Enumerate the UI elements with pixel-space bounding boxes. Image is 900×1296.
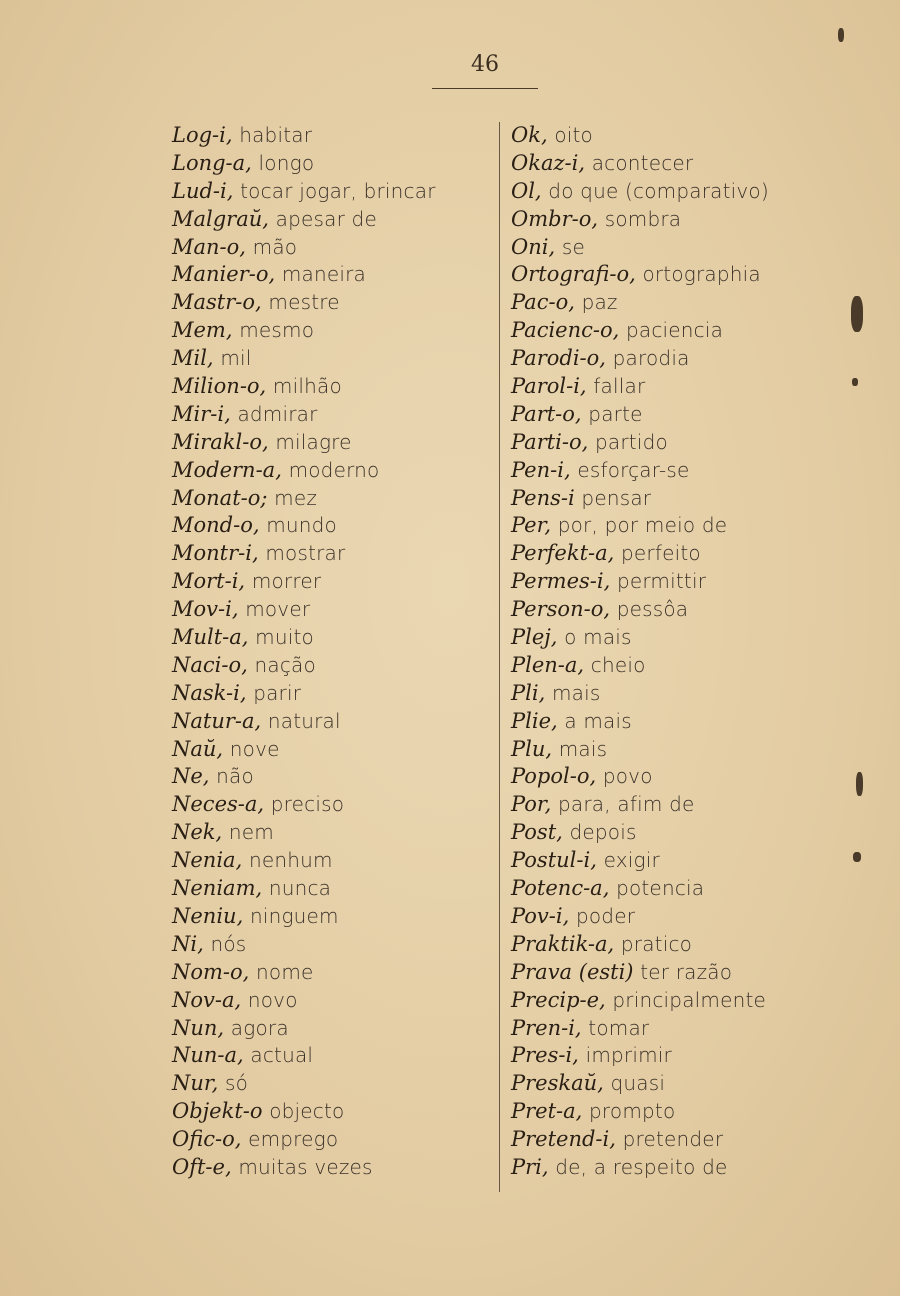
- entry-term: Log-i,: [172, 123, 233, 147]
- ink-speck: [851, 296, 863, 332]
- dictionary-entry: [172, 736, 436, 764]
- dictionary-entry: [172, 624, 436, 652]
- dictionary-entry: [511, 847, 769, 875]
- entry-meaning: prompto: [589, 1099, 676, 1124]
- dictionary-entry: [172, 289, 436, 317]
- entry-term: Pli,: [511, 680, 546, 705]
- entry-meaning: maneira: [281, 262, 366, 287]
- entry-meaning: fallar: [593, 374, 646, 399]
- entry-term: Monat-o;: [172, 485, 268, 510]
- entry-term: Okaz-i,: [511, 150, 586, 175]
- dictionary-entry: [511, 1070, 769, 1098]
- entry-meaning: povo: [602, 764, 653, 789]
- entry-meaning: paz: [581, 290, 618, 315]
- entry-term: Parol-i,: [511, 374, 587, 399]
- ink-speck: [838, 28, 844, 42]
- entry-term: Ombr-o,: [511, 206, 599, 231]
- dictionary-entry: [172, 708, 436, 736]
- dictionary-entry: [172, 540, 436, 568]
- dictionary-entry: [511, 1015, 769, 1043]
- entry-meaning: principalmente: [612, 987, 767, 1012]
- dictionary-entry: [172, 931, 436, 959]
- dictionary-entry: [172, 206, 436, 234]
- dictionary-entry: [511, 931, 769, 959]
- entry-term: Objekt-o: [172, 1099, 263, 1124]
- entry-term: Person-o,: [511, 597, 611, 622]
- dictionary-entry: [172, 457, 436, 485]
- dictionary-entry: [511, 234, 769, 262]
- dictionary-entry: [511, 1042, 769, 1070]
- dictionary-entry: [511, 736, 769, 764]
- entry-meaning: acontecer: [591, 150, 694, 175]
- entry-term: Pac-o,: [511, 290, 575, 315]
- dictionary-entry: [172, 680, 436, 708]
- entry-meaning: pratico: [620, 931, 693, 956]
- dictionary-entry: [172, 373, 436, 401]
- column-divider: [499, 122, 500, 1192]
- entry-meaning: actual: [250, 1043, 314, 1068]
- entry-term: Parodi-o,: [511, 346, 606, 371]
- dictionary-entry: [511, 959, 769, 987]
- entry-meaning: mesmo: [239, 318, 315, 343]
- entry-term: Pretend-i,: [511, 1127, 616, 1152]
- entry-term: Long-a,: [172, 150, 252, 175]
- entry-meaning: nós: [210, 931, 247, 956]
- entry-meaning: mil: [220, 346, 252, 371]
- entry-term: Nask-i,: [172, 680, 247, 705]
- entry-meaning: paciencia: [626, 318, 724, 343]
- entry-meaning: mão: [252, 234, 298, 259]
- dictionary-entry: [172, 1015, 436, 1043]
- entry-term: Ne,: [172, 764, 210, 789]
- entry-meaning: poder: [575, 903, 636, 928]
- dictionary-entry: [172, 122, 436, 150]
- dictionary-entry: [172, 875, 436, 903]
- entry-term: Oft-e,: [172, 1154, 232, 1179]
- entry-meaning: pensar: [581, 485, 652, 510]
- entry-term: Plie,: [511, 708, 558, 733]
- entry-meaning: não: [216, 764, 254, 789]
- entry-meaning: parodia: [612, 346, 690, 371]
- dictionary-entry: [511, 178, 769, 206]
- entry-term: Mort-i,: [172, 569, 246, 594]
- dictionary-entry: [511, 680, 769, 708]
- dictionary-entry: [511, 317, 769, 345]
- entry-meaning: agora: [230, 1015, 289, 1040]
- entry-meaning: para, afim de: [558, 792, 695, 817]
- dictionary-entry: [172, 485, 436, 513]
- entry-term: Nek,: [172, 820, 223, 845]
- entry-term: Mil,: [172, 346, 214, 371]
- dictionary-entry: [172, 401, 436, 429]
- dictionary-entry: [511, 373, 769, 401]
- entry-meaning: parte: [588, 401, 643, 426]
- entry-term: Part-o,: [511, 401, 582, 426]
- dictionary-entry: [511, 485, 769, 513]
- dictionary-entry: [511, 1126, 769, 1154]
- dictionary-entry: [172, 819, 436, 847]
- entry-term: Precip-e,: [511, 987, 606, 1012]
- entry-meaning: nove: [229, 736, 280, 761]
- entry-term: Popol-o,: [511, 764, 597, 789]
- entry-meaning: partido: [595, 429, 668, 454]
- entry-term: Nenia,: [172, 848, 243, 873]
- entry-meaning: só: [225, 1071, 249, 1096]
- page-number-rule: [432, 88, 538, 89]
- dictionary-entry: [172, 261, 436, 289]
- entry-meaning: mostrar: [265, 541, 346, 566]
- entry-term: Plu,: [511, 736, 553, 761]
- entry-term: Postul-i,: [511, 848, 597, 873]
- dictionary-entry: [172, 429, 436, 457]
- entry-term: Mov-i,: [172, 597, 239, 622]
- entry-term: Prava (esti): [511, 959, 634, 984]
- entry-meaning: oito: [554, 123, 593, 147]
- dictionary-entry: [511, 568, 769, 596]
- entry-meaning: de, a respeito de: [555, 1154, 728, 1179]
- entry-meaning: potencia: [616, 876, 705, 901]
- ink-speck: [853, 852, 861, 862]
- entry-term: Mem,: [172, 318, 233, 343]
- entry-term: Permes-i,: [511, 569, 611, 594]
- entry-term: Mult-a,: [172, 625, 249, 650]
- dictionary-entry: [511, 624, 769, 652]
- entry-term: Naŭ,: [172, 736, 224, 761]
- entry-meaning: sombra: [604, 206, 682, 231]
- dictionary-entry: [172, 652, 436, 680]
- entry-meaning: imprimir: [585, 1043, 672, 1068]
- page-number: 46: [471, 52, 499, 77]
- entry-meaning: se: [561, 234, 585, 259]
- entry-meaning: tomar: [588, 1015, 650, 1040]
- entry-term: Nom-o,: [172, 959, 250, 984]
- entry-term: Ol,: [511, 178, 542, 203]
- entry-term: Pacienc-o,: [511, 318, 620, 343]
- dictionary-entry: [172, 596, 436, 624]
- dictionary-entry: [172, 1070, 436, 1098]
- entry-meaning: o mais: [564, 625, 632, 650]
- entry-meaning: perfeito: [621, 541, 701, 566]
- entry-term: Mond-o,: [172, 513, 260, 538]
- dictionary-entry: [172, 234, 436, 262]
- entry-meaning: mestre: [268, 290, 340, 315]
- entry-meaning: nunca: [268, 876, 332, 901]
- dictionary-entry: [511, 708, 769, 736]
- entry-meaning: nome: [256, 959, 314, 984]
- dictionary-entry: [511, 122, 769, 150]
- dictionary-entry: [511, 1098, 769, 1126]
- entry-term: Man-o,: [172, 234, 246, 259]
- dictionary-entry: [172, 847, 436, 875]
- entry-term: Pret-a,: [511, 1099, 583, 1124]
- dictionary-entry: [511, 261, 769, 289]
- dictionary-entry: [172, 1042, 436, 1070]
- entry-term: Modern-a,: [172, 457, 282, 482]
- entry-term: Preskaŭ,: [511, 1071, 604, 1096]
- entry-term: Ortografi-o,: [511, 262, 636, 287]
- entry-meaning: permittir: [616, 569, 707, 594]
- dictionary-entry: [172, 568, 436, 596]
- entry-term: Mastr-o,: [172, 290, 262, 315]
- dictionary-entry: [511, 819, 769, 847]
- right-column: [511, 122, 769, 1182]
- entry-term: Ofic-o,: [172, 1127, 242, 1152]
- dictionary-entry: [511, 429, 769, 457]
- dictionary-entry: [172, 512, 436, 540]
- entry-term: Neniam,: [172, 876, 263, 901]
- entry-term: Naci-o,: [172, 652, 248, 677]
- entry-term: Plej,: [511, 625, 558, 650]
- entry-meaning: pretender: [622, 1127, 724, 1152]
- dictionary-entry: [172, 345, 436, 373]
- entry-meaning: mais: [551, 680, 601, 705]
- entry-meaning: pessôa: [616, 597, 689, 622]
- entry-term: Parti-o,: [511, 429, 589, 454]
- dictionary-entry: [172, 1154, 436, 1182]
- dictionary-entry: [511, 875, 769, 903]
- dictionary-entry: [511, 987, 769, 1015]
- entry-meaning: a mais: [564, 708, 632, 733]
- dictionary-entry: [511, 791, 769, 819]
- entry-term: Mirakl-o,: [172, 429, 269, 454]
- dictionary-entry: [172, 763, 436, 791]
- entry-meaning: milagre: [275, 429, 352, 454]
- dictionary-entry: [172, 791, 436, 819]
- dictionary-entry: [511, 457, 769, 485]
- entry-meaning: emprego: [248, 1127, 339, 1152]
- entry-meaning: moderno: [288, 457, 380, 482]
- dictionary-entry: [172, 903, 436, 931]
- entry-meaning: cheio: [590, 652, 646, 677]
- entry-meaning: admirar: [237, 401, 318, 426]
- dictionary-entry: [172, 150, 436, 178]
- entry-term: Pens-i: [511, 485, 575, 510]
- dictionary-entry: [172, 959, 436, 987]
- entry-meaning: mundo: [266, 513, 337, 538]
- entry-term: Milion-o,: [172, 374, 267, 399]
- entry-term: Lud-i,: [172, 178, 234, 203]
- entry-meaning: nação: [254, 652, 316, 677]
- entry-term: Neniu,: [172, 903, 244, 928]
- entry-term: Per,: [511, 513, 552, 538]
- entry-meaning: ter razão: [640, 959, 733, 984]
- entry-term: Pres-i,: [511, 1043, 579, 1068]
- dictionary-entry: [511, 540, 769, 568]
- entry-meaning: por, por meio de: [557, 513, 728, 538]
- entry-meaning: milhão: [272, 374, 342, 399]
- entry-meaning: mez: [274, 485, 318, 510]
- entry-meaning: natural: [267, 708, 341, 733]
- entry-meaning: objecto: [269, 1099, 345, 1124]
- dictionary-entry: [511, 652, 769, 680]
- entry-meaning: quasi: [610, 1071, 666, 1096]
- entry-meaning: habitar: [239, 123, 313, 147]
- dictionary-entry: [511, 150, 769, 178]
- entry-term: Praktik-a,: [511, 931, 615, 956]
- dictionary-entry: [511, 289, 769, 317]
- entry-term: Montr-i,: [172, 541, 259, 566]
- entry-term: Plen-a,: [511, 652, 585, 677]
- dictionary-entry: [511, 206, 769, 234]
- entry-term: Pren-i,: [511, 1015, 582, 1040]
- dictionary-entry: [511, 512, 769, 540]
- dictionary-entry: [511, 345, 769, 373]
- ink-speck: [852, 378, 858, 386]
- entry-meaning: longo: [258, 150, 315, 175]
- entry-meaning: ninguem: [249, 903, 339, 928]
- entry-meaning: depois: [569, 820, 637, 845]
- dictionary-entry: [172, 1098, 436, 1126]
- dictionary-entry: [172, 178, 436, 206]
- entry-meaning: tocar jogar, brincar: [240, 178, 436, 203]
- entry-meaning: parir: [253, 680, 302, 705]
- entry-term: Por,: [511, 792, 552, 817]
- entry-meaning: mais: [558, 736, 608, 761]
- entry-meaning: apesar de: [275, 206, 377, 231]
- entry-meaning: mover: [245, 597, 311, 622]
- entry-term: Nun,: [172, 1015, 225, 1040]
- entry-term: Potenc-a,: [511, 876, 610, 901]
- left-column: [172, 122, 436, 1182]
- entry-term: Manier-o,: [172, 262, 276, 287]
- entry-term: Ok,: [511, 123, 548, 147]
- entry-meaning: muitas vezes: [238, 1154, 373, 1179]
- dictionary-entry: [511, 903, 769, 931]
- dictionary-entry: [511, 763, 769, 791]
- dictionary-entry: [172, 317, 436, 345]
- entry-term: Mir-i,: [172, 401, 231, 426]
- entry-meaning: nem: [228, 820, 274, 845]
- entry-meaning: preciso: [270, 792, 345, 817]
- entry-term: Perfekt-a,: [511, 541, 615, 566]
- ink-speck: [856, 772, 863, 796]
- entry-term: Oni,: [511, 234, 556, 259]
- entry-term: Ni,: [172, 931, 204, 956]
- dictionary-entry: [172, 987, 436, 1015]
- entry-meaning: nenhum: [248, 848, 333, 873]
- entry-meaning: morrer: [251, 569, 322, 594]
- entry-meaning: do que (comparativo): [548, 178, 769, 203]
- entry-term: Pov-i,: [511, 903, 570, 928]
- entry-term: Pri,: [511, 1154, 549, 1179]
- dictionary-entry: [511, 401, 769, 429]
- entry-term: Nur,: [172, 1071, 219, 1096]
- entry-meaning: exigir: [603, 848, 660, 873]
- dictionary-entry: [172, 1126, 436, 1154]
- entry-term: Post,: [511, 820, 563, 845]
- dictionary-entry: [511, 1154, 769, 1182]
- dictionary-entry: [511, 596, 769, 624]
- entry-meaning: muito: [255, 625, 314, 650]
- entry-term: Malgraŭ,: [172, 206, 269, 231]
- entry-term: Nov-a,: [172, 987, 242, 1012]
- entry-term: Neces-a,: [172, 792, 265, 817]
- entry-meaning: esforçar-se: [577, 457, 690, 482]
- entry-term: Natur-a,: [172, 708, 262, 733]
- entry-term: Nun-a,: [172, 1043, 244, 1068]
- entry-term: Pen-i,: [511, 457, 571, 482]
- entry-meaning: ortographia: [642, 262, 761, 287]
- entry-meaning: novo: [247, 987, 298, 1012]
